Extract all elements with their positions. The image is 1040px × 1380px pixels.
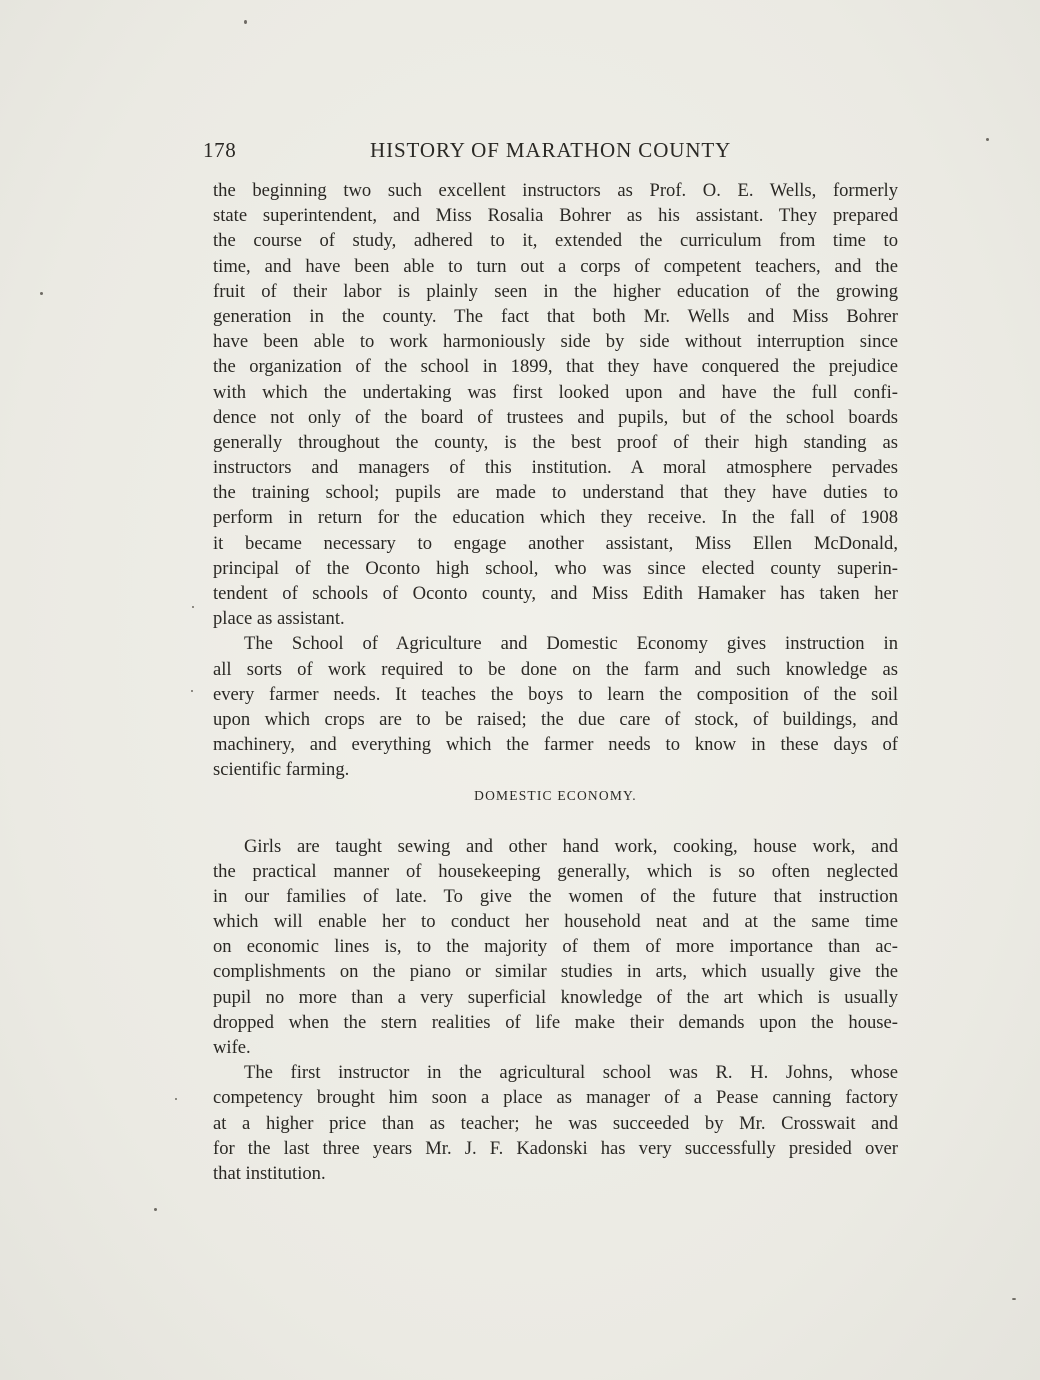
text-line: Girls are taught sewing and other hand work, cooking, house work, and [244,835,898,857]
scan-speck [154,1208,157,1211]
text-line: The School of Agriculture and Domestic Economy gives instruction in [244,633,898,655]
text-line: have been able to work harmoniously side by side without interruption since [213,331,898,353]
text-line: place as assistant. [213,608,345,630]
text-line: it became necessary to engage another assistant, Miss Ellen McDonald, [213,532,898,554]
scan-speck [1012,1298,1016,1300]
text-line: generally throughout the county, is the best proof of their high standing as [213,431,898,453]
scan-speck [40,292,43,295]
text-line: in our families of late. To give the women of the future that instruction [213,885,898,907]
text-line: pupil no more than a very superficial knowledge of the art which is usually [213,986,898,1008]
body-text [213,178,898,1186]
text-line: the course of study, adhered to it, extended the curriculum from time to [213,230,898,252]
text-line: complishments on the piano or similar studies in arts, which usually give the [213,961,898,983]
paragraph-3 [213,834,898,1061]
paragraph-2 [213,631,898,782]
text-line: machinery, and everything which the farmer needs to know in these days of [213,734,898,756]
text-line: perform in return for the education which they receive. In the fall of 1908 [213,507,898,529]
page-number: 178 [203,138,237,162]
text-line: state superintendent, and Miss Rosalia Bohrer as his assistant. They prepared [213,205,898,227]
text-line: the beginning two such excellent instructors as Prof. O. E. Wells, formerly [213,180,898,201]
scan-speck [192,606,194,608]
text-line: principal of the Oconto high school, who was since elected county superin- [213,557,898,579]
page-header [203,138,743,166]
text-line: competency brought him soon a place as manager of a Pease canning factory [213,1087,898,1109]
scan-speck [986,138,989,141]
text-line: dropped when the stern realities of life make their demands upon the house- [213,1011,898,1033]
text-line: the practical manner of housekeeping generally, which is so often neglected [213,860,898,882]
text-line: upon which crops are to be raised; the due care of stock, of buildings, and [213,708,898,730]
scan-speck [175,1098,177,1100]
text-line: all sorts of work required to be done on the farm and such knowledge as [213,658,898,680]
text-line: dence not only of the board of trustees and pupils, but of the school boards [213,406,898,428]
paragraph-4 [213,1060,898,1186]
text-line: for the last three years Mr. J. F. Kadonski has very successfully presided over [213,1137,898,1159]
text-line: generation in the county. The fact that both Mr. Wells and Miss Bohrer [213,305,898,327]
text-line: time, and have been able to turn out a corps of competent teachers, and the [213,255,898,277]
text-line: that institution. [213,1162,326,1184]
scan-speck [244,20,247,24]
text-line: which will enable her to conduct her household neat and at the same time [213,911,898,933]
text-line: with which the undertaking was first looked upon and have the full confi- [213,381,898,403]
text-line: every farmer needs. It teaches the boys to learn the composition of the soil [213,683,898,705]
text-line: tendent of schools of Oconto county, and Miss Edith Hamaker has taken her [213,583,898,604]
text-line: the training school; pupils are made to understand that they have duties to [213,482,898,504]
text-line: scientific farming. [213,759,350,781]
scan-speck [191,690,193,692]
section-heading: DOMESTIC ECONOMY. [474,787,637,803]
text-line: The first instructor in the agricultural school was R. H. Johns, whose [244,1062,898,1084]
text-line: on economic lines is, to the majority of them of more importance than ac- [213,936,898,958]
text-line: wife. [213,1037,251,1058]
text-line: fruit of their labor is plainly seen in the higher education of the growing [213,280,898,302]
text-line: instructors and managers of this institution. A moral atmosphere pervades [213,457,898,479]
paragraph-1 [213,178,898,631]
running-title: HISTORY OF MARATHON COUNTY [370,138,732,162]
text-line: at a higher price than as teacher; he was succeeded by Mr. Crosswait and [213,1112,898,1134]
text-line: the organization of the school in 1899, that they have conquered the prejudice [213,356,898,378]
